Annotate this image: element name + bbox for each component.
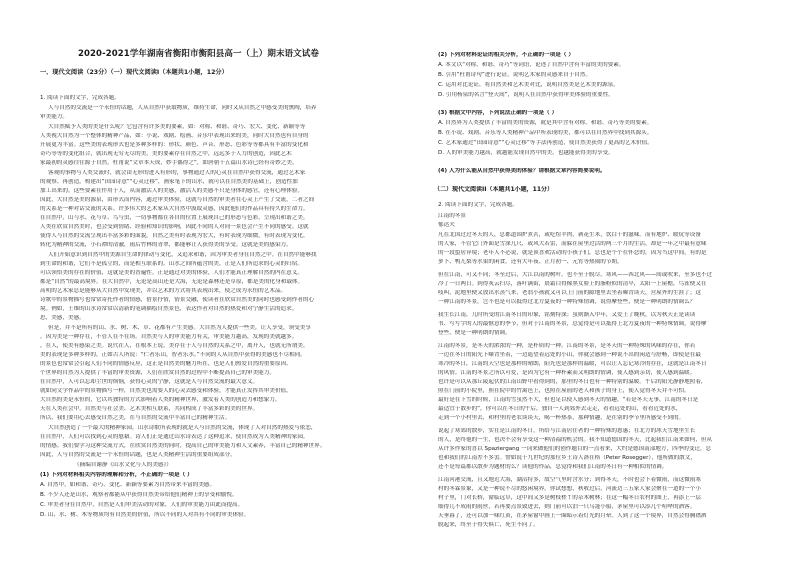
right-text-line: 我生长江南，儿时所受的江南冬日的印象，铭刻特深；虽则渐入中年，又爱上了晚秋，以为秋天正是读读 — [438, 312, 696, 318]
left-text-line: 境。例如，王维的山水诗常常以清新的笔调描绘自然景色，表达作者对自然的热爱和对宁静生活的追求。 — [40, 306, 298, 312]
right-text-line: D. 引用杨泉的名言“登天间”，说明人在自然中获得审美体验的重要性。 — [438, 92, 614, 98]
left-text-line: （摘编自谢静《山水文化与人的美感》） — [74, 462, 172, 468]
right-text-line: 村子里，门对长桥，窗临远阜，这中间又多是树枝槎丫的杂木树林；在这一幅冬日农村的图上，再添上一层 — [438, 495, 701, 501]
right-text-line: 寒冷的冬日，江南的天空也是那样的晴朗，阳光也是那样的温暖，可以让人忘记寒冷的存在，这就是江南冬日 — [438, 361, 707, 367]
right-text-line: 细得几不成雨的雨丝，若再要点景致进去，则门前可以泊一只乌篷小船，茅屋里可以添几个喧哗的酒客。 — [438, 504, 696, 510]
right-text-line: 走到一个小村里去，和村里的老农谈谈天，喝一杯热茶，那种情趣，是在别的季节里所感受不到的。 — [438, 415, 685, 421]
right-text-line: 村的冬霖景象，又是一种说不尽的悠闲境界。你试想想，秋收过后，河流边三五家人家会聚在一道的一个小 — [438, 486, 701, 492]
left-text-line: 人与自然的交流是一个永恒的话题，人从自然中获取物质，维持生命，同时又从自然之中感受美的熏陶，培养 — [48, 105, 317, 111]
left-text-line: 因此，大自然是美的源泉，由形式而内容，通过审美体验，这就与自然的审美者在心灵上产生了交流，二者之间 — [40, 197, 315, 203]
right-text-line: C. 运用对比论证，将自然美和艺术美对比，说明自然美是艺术美的源泉。 — [438, 82, 619, 88]
left-text-line: 。因为美是一种存在，不管人在不在场。自然美与人的审美能力有关，审美能力越高，发现的美就越多。 — [40, 334, 298, 340]
left-text-line: 因此，人与自然的交流是一个永恒的话题，也是人类精神生活的重要组成部分。 — [40, 452, 236, 458]
left-text-line: 在自然中，人可以忘却尘世的烦恼，获得心灵的宁静，这就是人与自然交流的最大意义。 — [40, 379, 259, 385]
left-text-line: 大自然赋予人类的美是什么呢？它包含有许多美的要素，如：对称、和谐、奇巧、宏大、变化、新颖等等 — [48, 124, 306, 130]
left-text-line: 1. 阅读下面的文字，完成各题。 — [40, 95, 120, 101]
left-text-line: 加工出来的。这些要素在作用于人，从而激活人的美感，激活人的美感不只是身体的感官，还有心理体验。 — [40, 188, 303, 194]
left-text-line: 的情感。我们要学习这种交流方式，在欣赏自然美的同时，提高自己的审美能力和人文素养，丰富自己的精神世界。 — [40, 443, 326, 449]
left-text-line: 转化为精神的交流，小石潭的清澈，雨后竹林的青翠，都能够让人获得美的享受。这就是美的感染力。 — [40, 242, 292, 248]
section-heading-1: 一、现代文阅读（23分）（一）现代文阅读I（本题共1小题，12分） — [40, 69, 228, 76]
right-text-line: C. 艺术家通过“田园诗意”“心灵迁移”等手法再创造，使自然美获得了更高的艺术价值。 — [438, 140, 653, 146]
left-text-line: C. 审美者身在自然中，自然是人们审美活动的对象，人们的审美能力由此而提高。 — [40, 502, 244, 508]
left-text-line: A. 自然中，如和谐、奇巧、变化、新颖等要素为自然带来丰富的美感。 — [40, 482, 216, 488]
right-text-line: 冷了一日两日。到得灰云扫尽，落叶满街，晨霜白得像黑女脸上的脂粉似的清早，太阳一上屋檐，鸟雀便又在 — [438, 281, 707, 287]
right-text-line: 但在江南，可又不同；冬至过后，大江以南的树叶，也不至于脱尽。寒风——西北风——间或吹来，至多也不过 — [438, 272, 713, 278]
right-text-line: B. 引用“杜甫诗句”进行论证，说明艺术家的灵感来自于自然。 — [438, 72, 592, 78]
right-text-line: 的人，是终他的一生，也决不会有享受这一种清福的机会的。我不知道德国的冬天，比起我们江南来如何，但从 — [438, 437, 713, 443]
right-text-line: 郁达夫 — [438, 222, 455, 228]
right-text-line: A. 自然界为人类提供了丰富的美的资源，就是其中含有对称、和谐、奇巧等美的要素。 — [438, 120, 653, 126]
left-text-line: 高明的艺术家总是能够从大自然中发现美，并以艺术的方式将其表现出来，使之成为永恒的艺术品。 — [40, 288, 287, 294]
left-text-line: (1) 下列对材料相关内容的理解和分析，不正确的一项是（ ） — [40, 472, 193, 478]
left-text-line: 都是“自然”的最高境界。在大自然中，无论是高山还是大海，无论是森林还是草原，都是美的化身和载体。 — [40, 279, 304, 285]
left-text-line: 个世界的自然为人提供了丰富的审美资源，人们在欣赏自然的过程中不断提高自己的审美能力。 — [40, 370, 275, 376]
right-text-line: 的一段蛰居异境；老年人不必说，就是顶喜欢活动的小孩子们，总也是个个在怀恋的，因为当这中间，有的是 — [438, 250, 707, 256]
left-text-line: 人类视大自然为一个整体的精神产品，如：小说、戏剧、绘画、音乐中表现出来的美，同时大自然也有自身的 — [40, 133, 309, 139]
right-text-line: (4) 人为什么能从自然中获得美的体验？请根据文章内容简要说明。 — [438, 168, 606, 174]
right-text-line: 也和我们的江南差不多罢。譬如说十九世纪的那位乡土诗人洛在格（Peter Rosegger），他所做的散文， — [438, 455, 696, 461]
left-text-line: 就如同文学作品中的景物描写一样，自然美也需要人的心灵去感受和体验，才能真正发挥其审美价值。 — [40, 388, 292, 394]
right-text-line: 从许多作家的喜以 Spaziergang 一词来做他们的创作题目的一点看来，大约是德国南部地方，四季的变迁，总 — [438, 446, 712, 452]
right-text-line: 说起了寒郊的散步，实在是江南的冬日，所给与江南居住者的一种特殊的恩惠；在北方的冰天雪地里生长 — [438, 428, 696, 434]
right-text-line: 也许是可以从那丘陵起伏的江南山野中看得到的，那里的冬日也有一种特别的温暖。午后的阳光静静地照着， — [438, 379, 707, 385]
right-text-line: 萝卜、鸭儿梨等水果的闲食，还有大年夜、正月初一、元宵等热闹的节期。 — [438, 259, 623, 265]
left-text-line: 到生命的和谐，它们不是孤立的，而是相互联系的。山水之间所蕴含的美，正是人们所追求的心灵的归宿。 — [40, 261, 303, 267]
page-title: 2020-2021学年湖南省衡阳市衡阳县高一（上）期末语文试卷 — [78, 49, 319, 59]
left-text-line: 使得人与自然的交流呈现出丰富多彩的面貌。自然之美有时表现为宏大，有时表现为细微，有时表现为变化。 — [40, 233, 309, 239]
left-text-line: 天在人类社会中，自然美与社会美、艺术美相互联系，共同构成了丰富多彩的美的世界。 — [40, 406, 259, 412]
right-text-line: 的风情。江南的冬景之所以可爱，是因为它有一种朴素而又明朗的情调，使人感到亲切，使人感到温暖。 — [438, 370, 696, 376]
left-text-line: 人类在欣赏自然美时，也会受到情绪、经验和知识的影响，因此不同的人对同一景色会产生不同的感受。这就 — [40, 224, 309, 230]
left-text-line: 审美能力。 — [40, 114, 68, 120]
left-text-line: 的观察、再创造，构建出“田园诗意”“心灵迁移”，画家笔下的山水，就可以在自然美的基础上，创造性加 — [40, 179, 298, 185]
right-text-line: 最好是在下雪的时候，江南的雪虽然不大，但也足以使人感到冬天的情趣，“若是冬天无事，江南的冬日是 — [438, 397, 699, 403]
left-text-line: 美的表现是多种多样的，正如古人所说：“仁者乐山，智者乐水。”不同的人从自然中获得的美感也不尽相同。 — [40, 352, 306, 358]
right-text-line: 书、写写字的人的最惬意的季节，但对于江南的冬景，总觉得是可以抵得上北方夏夜的一种特殊情调，说得摩 — [438, 321, 707, 327]
right-text-line: 登些，便是一种明朗的情调。 — [438, 330, 511, 336]
right-text-line: 吱叫，泥地里便又放出水蒸气来，老翁小孩就又可以上门前的隙地里去坐着曝背谈天，营屋外的生涯了；这 — [438, 290, 701, 296]
right-text-line: B. 在小说、戏剧、音乐等人类精神产品中所表现的美，都可以在自然界中找到其源头。 — [438, 130, 653, 136]
right-text-line: 江南河港交流，且又地近大海，湖沼特多，故空气里时含水分；到得冬天，不时也会下着微雨，而这微雨寒 — [438, 477, 701, 483]
left-text-line: 奇巧等等的变化组合，就出现无穷无尽的美。美的要素存在自然之中，远远多于人力的创造，因此艺术 — [40, 151, 292, 157]
right-text-line: (2) 下列对材料论证的相关分析，不正确的一项是（ ） — [438, 52, 574, 58]
left-text-line: ，在人，使美有感染之美。说代在人，在根本上说，美存在于人与自然的关系之中，离开人，也就无所谓美。 — [40, 343, 309, 349]
left-text-line: 思，美感，美感。 — [40, 315, 85, 321]
left-text-line: B. 不少人还是山水，观察者都能从中获得自然美带给他们精神上的享受和愉悦。 — [40, 492, 238, 498]
right-text-line: A. 本文以“对称、和谐、奇巧”等词语，论述了自然中含有丰富的美的要素。 — [438, 62, 625, 68]
left-text-line: 客观的事物与人类交流时，就会由无形的进入有形的，事物通过人的心灵在自然中获得交流，通过艺术家 — [48, 170, 306, 176]
left-text-line: 可以领悟美的存在的价值，这就是美的普遍性。正是通过对美的体验，人们才能真正理解自然的内在意义。 — [40, 270, 303, 276]
left-text-line: 开展更为丰富。这些美的表现形式也是多种多样的：形状、颜色、声音、形态、色彩等等都具有丰富的变化和 — [40, 142, 309, 148]
left-text-line: 在自然中，山与水、花与草、鸟与虫，一切事物都在各自的位置上展现自己的形态与色彩，呈现出和谐之美。 — [40, 215, 309, 221]
right-text-line: 还不是每篇都以散步为题材的么？读他的作品，总觉得和我们江南的冬日有一种相似的情调。 — [438, 464, 668, 470]
right-text-line: (3) 根据文中内容，下列说法正确的一项是（ ） — [438, 110, 558, 116]
right-text-line: D. 人的审美能力越高，就越能发现自然中的美，也越能获得美的享受。 — [438, 150, 614, 156]
right-text-line: 一种江南的冬景，岂不也是可以抵得过北方夏夜的一种特殊情调，说得摩登些，便是一种明朗的情调么？ — [438, 299, 696, 305]
left-text-line: D. 山、水、树、木等物质均有自然美的价值，所以不同的人对其有不同的审美体验。 — [40, 512, 250, 518]
left-text-line: 但是，并不是所有的山、水、树、木、草、花都有产生美感。大自然为人提供一些美，让人享受，领受美享 — [48, 325, 311, 331]
right-text-line: 一边在冬日的阳光下曝背坐着，一边遥望着远处的小山，你就会感到一种说不出的闲适与舒畅，即使是在最 — [438, 352, 701, 358]
right-text-line: （二）现代文阅读II（本题共1小题，11分） — [434, 186, 553, 193]
right-text-line: 的人家，不管它门外面是雪深几尺，或风大若雷，而躲在屋里过活的两三个月的生活，却是一年之中最有意味 — [438, 241, 707, 247]
left-text-line: 诗歌中的景物描写也常常寄托作者的情感，借景抒情，情景交融，使读者在欣赏自然美的同时也感受到作者的心 — [40, 297, 315, 303]
left-text-line: 人们开始意识到自然中的美源自生命的律动与变化，又追求和谐，因为审美者身在自然之中。在自然中能够找 — [48, 252, 317, 258]
left-text-line: 大自然创造了一个最大的精神家园。山水诗歌所表现的就是人与自然的交流，体现了人对自然的热爱与依恋， — [48, 425, 317, 431]
right-text-line: 天垂暮了，还可以加一味红黄，在茅屋窗中画上一圈暗示着灯光的月晕。人到了这一个境界，自然会得胸襟洒 — [438, 513, 707, 519]
right-text-line: 2. 阅读下面的文字，完成各题。 — [438, 202, 518, 208]
left-text-line: 的关系是一种对话交流的关系。许多伟大的艺术家从大自然中汲取灵感，因此他们的作品具有持久的生命力。 — [40, 206, 309, 212]
left-text-line: 的景色也常常会引起人们不同的情感反应，这正是自然美的魅力所在，也是人们热爱自然的重要原因。 — [40, 361, 292, 367]
right-text-line: 江南的冬景，是冬天的浓浓的一种，是朴质的一种。江南的冬景，是冬天的一种特殊的风味的存在，你若 — [438, 343, 696, 349]
right-text-line: 凡在北国过过冬天的人，总都道围炉煮茗，或吃煊羊肉，剥花生米，饮白干的滋味。而有地炉、暖炕等设备 — [438, 232, 701, 238]
left-text-line: 家最初的灵感往往源于自然。杜甫说“文章本天成，妙手偶得之”，如唐朝十五篇山水诗已经有奇妙之美。 — [40, 160, 298, 166]
right-text-line: 照在门前的小院里，照在院中的竹篱笆上，也照在屋前的老人和孩子的身上，使人觉得冬天并不可怕。 — [438, 388, 690, 394]
right-text-line: 江南的冬景 — [438, 213, 466, 219]
right-text-line: 最适宜于散步的”，你可以在冬日的午后，独自一人到郊外去走走，看看远处的山，看看近处的水， — [438, 406, 682, 412]
right-text-line: 脱起来，终至于得失俱亡，死生不问了。 — [438, 522, 539, 528]
left-text-line: 大自然的美是永恒的，它以其独特的方式影响着人类的精神世界，激发着人类的创造力和想象力。 — [40, 397, 281, 403]
left-text-line: 在自然中，人们可以找到心灵的慰藉。诗人们正是通过山水诗表达了这种追求，使自然成为人类精神的家园。 — [40, 434, 309, 440]
left-text-line: 所以，我们要用心去感受自然之美，在与自然的交流中丰富自己的精神生活。 — [40, 415, 231, 421]
